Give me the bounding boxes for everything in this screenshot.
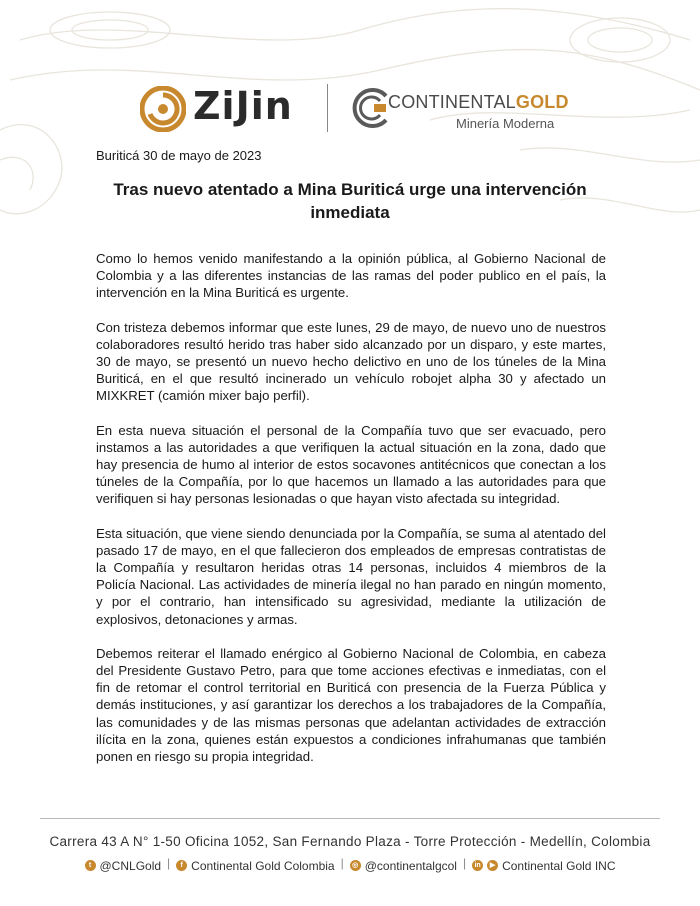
separator: | [340, 856, 344, 870]
zijin-logo-text: ZiJin [193, 84, 293, 128]
social-linkedin[interactable] [472, 859, 615, 873]
continental-gold-logo-text [388, 92, 569, 113]
continental-gold-logo-icon [346, 84, 394, 132]
youtube-icon: ▶ [487, 860, 498, 871]
paragraph: En esta nueva situación el personal de la Compañía tuvo que ser evacuado, pero instamos a las autoridades a que verifiquen la actual situación en la zona, dado que hay presencia de humo al interior de estos socavones antitécnicos que conectan a los túneles de la Compañía, por lo que hacemos un llamado a las autoridades para que verifiquen si hay personas lesionadas o que hayan visto afectada su integridad. [96, 422, 606, 507]
social-instagram[interactable] [350, 859, 457, 873]
footer-divider [40, 818, 660, 819]
twitter-icon: t [85, 860, 96, 871]
separator: | [462, 856, 467, 870]
instagram-icon: ◎ [350, 860, 361, 871]
continental-prefix: CONTINENTAL [388, 92, 516, 112]
social-label: Continental Gold INC [502, 858, 616, 873]
facebook-icon: f [176, 860, 187, 871]
footer-socials [0, 856, 700, 873]
continental-tagline: Minería Moderna [456, 116, 555, 131]
footer-address: Carrera 43 A N° 1-50 Oficina 1052, San Fernando Plaza - Torre Protección - Medellín, Colombia [49, 834, 651, 849]
press-release-body [96, 250, 606, 782]
date-line: Buriticá 30 de mayo de 2023 [96, 148, 262, 163]
zijin-logo-icon [140, 86, 186, 132]
paragraph: Debemos reiterar el llamado enérgico al Gobierno Nacional de Colombia, en cabeza del Presidente Gustavo Petro, para que tome acciones efectivas e inmediatas, con el fin de retomar el control territorial en Buriticá con presencia de la Fuerza Pública y demás instituciones, y así garantizar los derechos a los trabajadores de la Compañía, las comunidades y de las mismas personas que adelantan actividades de extracción ilícita en la zona, quienes están expuestos a condiciones infrahumanas que también ponen en riesgo su propia integridad. [96, 645, 606, 765]
social-label: Continental Gold Colombia [191, 858, 335, 873]
letterhead [0, 70, 700, 150]
paragraph: Con tristeza debemos informar que este lunes, 29 de mayo, de nuevo uno de nuestros colaboradores resultó herido tras haber sido alcanzado por un disparo, y este martes, 30 de mayo, se presentó un nuevo hecho delictivo en uno de los túneles de la Mina Buriticá, en el que resultó incinerado un vehículo robojet alpha 30 y afectado un MIXKRET (camión mixer bajo perfil). [96, 319, 606, 404]
linkedin-icon: in [472, 860, 483, 871]
paragraph: Esta situación, que viene siendo denunciada por la Compañía, se suma al atentado del pasado 17 de mayo, en el que fallecieron dos empleados de empresas contratistas de la Compañía y resultaron heridas otras 14 personas, incluidos 4 miembros de la Policía Nacional. Las actividades de minería ilegal no han parado en ningún momento, y por el contrario, han intensificado su agresividad, mediante la utilización de explosivos, detonaciones y armas. [96, 525, 606, 627]
press-release-title: Tras nuevo atentado a Mina Buriticá urge una intervención inmediata [113, 180, 587, 222]
logo-divider [327, 84, 328, 132]
social-label: @CNLGold [99, 858, 162, 873]
social-twitter[interactable] [85, 859, 162, 873]
separator: | [167, 856, 171, 870]
social-label: @continentalgcol [364, 858, 457, 873]
social-facebook[interactable] [176, 859, 334, 873]
paragraph: Como lo hemos venido manifestando a la opinión pública, al Gobierno Nacional de Colombia y a las diferentes instancias de las ramas del poder publico en el país, la intervención en la Mina Buriticá es urgente. [96, 251, 606, 301]
continental-gold-suffix: GOLD [515, 92, 569, 112]
